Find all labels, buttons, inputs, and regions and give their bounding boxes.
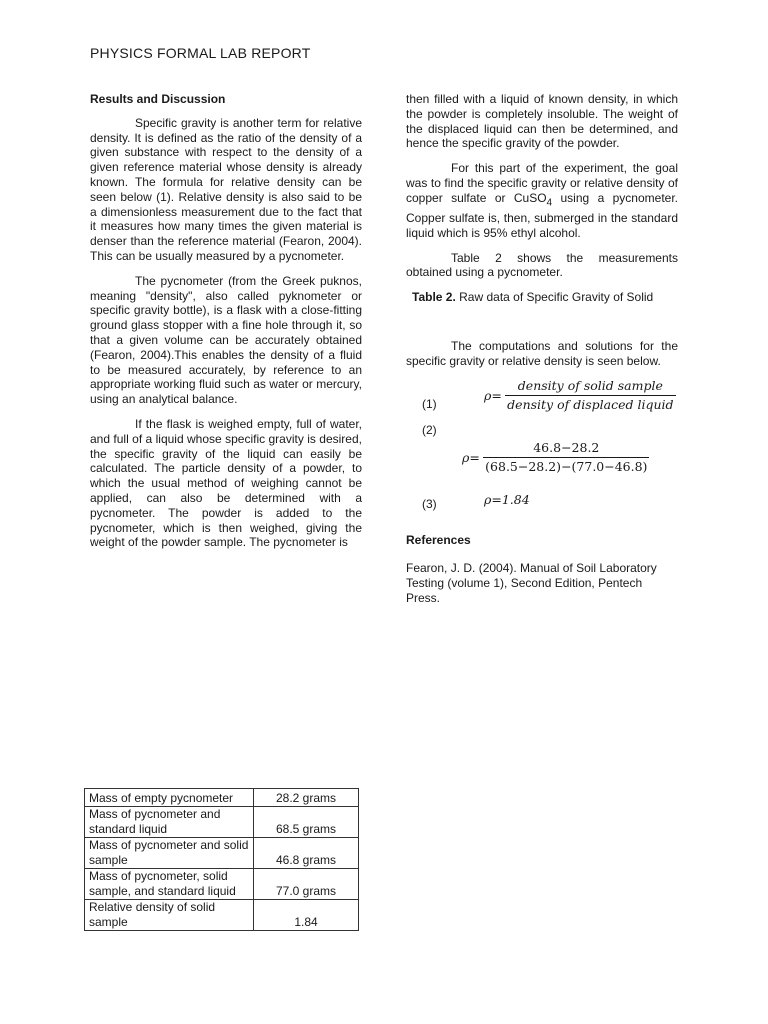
table-row [85,900,359,931]
table-cell-value: 77.0 grams [254,869,359,900]
goal-text-end: using a pycnometer. Copper sulfate is, then, submerged in the standard liquid which is 95% ethyl alcohol. [406,190,678,240]
table-caption-label: Table 2. [412,290,456,305]
equation-2 [406,423,678,493]
table-caption [412,290,678,305]
table-cell-value: 46.8 grams [254,838,359,869]
table-row [85,838,359,869]
equation-1-denominator: density of displaced liquid [507,397,674,413]
equation-3-result: ρ=1.84 [484,491,530,507]
left-column [90,92,362,560]
equation-2-number: (2) [422,422,437,437]
table-cell-label: Mass of pycnometer and standard liquid [85,807,254,838]
table-cell-label: Mass of pycnometer and solid sample [85,838,254,869]
subscript-4: 4 [546,197,553,209]
paragraph-flask-weighing: If the flask is weighed empty, full of water, and full of a liquid whose specific gravity is desired, the specific gravity of the liquid can easily be calculated. The particle density of a powder, to which the usual method of weighing cannot be applied, can also be determined with a pycnometer. The powder is added to the pycnometer, which is then weighed, giving the weight of the powder sample. The pycnometer is [90,416,362,550]
equation-2-lhs: ρ= [462,449,480,465]
equation-2-denominator: (68.5−28.2)−(77.0−46.8) [485,459,648,475]
equation-1-number: (1) [422,396,437,411]
references-title: References [406,532,471,547]
equation-2-numerator: 46.8−28.2 [483,441,649,459]
table-cell-label: Mass of pycnometer, solid sample, and standard liquid [85,869,254,900]
reference-item: Fearon, J. D. (2004). Manual of Soil Laboratory Testing (volume 1), Second Edition, Pentech Press. [406,561,657,605]
equation-1-numerator: density of solid sample [505,379,675,397]
table-cell-value: 1.84 [254,900,359,931]
table-row [85,869,359,900]
equation-2-fraction [483,441,649,476]
page-header: PHYSICS FORMAL LAB REPORT [90,45,311,61]
section-title: Results and Discussion [90,92,226,106]
paragraph-table-intro: Table 2 shows the measurements obtained using a pycnometer. [406,250,678,280]
paragraph-continued: then filled with a liquid of known density, in which the powder is completely insoluble. The weight of the displaced liquid can then be determined, and hence the specific gravity of the powder. [406,92,678,151]
equation-3-number: (3) [422,496,437,511]
paragraph-pycnometer: The pycnometer (from the Greek puknos, meaning "density", also called pyknometer or specific gravity bottle), is a flask with a close-fitting ground glass stopper with a fine hole through it, so that a given volume can be accurately obtained (Fearon, 2004).This enables the density of a fluid to be measured accurately, by reference to an appropriate working fluid such as water or mercury, using an analytical balance. [90,273,362,407]
paragraph-goal [406,161,678,240]
table-cell-value: 28.2 grams [254,789,359,807]
specific-gravity-table [84,788,359,931]
paragraph-computations: The computations and solutions for the specific gravity or relative density is seen below. [406,338,678,368]
equation-1-lhs: ρ= [484,387,502,403]
paragraph-specific-gravity: Specific gravity is another term for relative density. It is defined as the ratio of the density of a given substance with respect to the density of a given reference material whose density is already known. The formula for relative density can be seen below (1). Relative density is also said to be a dimensionless measurement due to the fact that it measures how many times the given material is denser than the reference material (Fearon, 2004). This can be usually measured by a pycnometer. [90,115,362,263]
goal-text-start: For this part of the experiment, the goal was to find the specific gravity or relative density of copper sulfate or CuSO [406,161,678,205]
table-cell-value: 68.5 grams [254,807,359,838]
equation-1-fraction [505,379,675,414]
right-column [406,92,678,606]
equation-1 [406,379,678,423]
equation-3 [406,493,678,515]
table-caption-text: Raw data of Specific Gravity of Solid [455,290,654,305]
table-cell-label: Mass of empty pycnometer [85,789,254,807]
table-cell-label: Relative density of solid sample [85,900,254,931]
table-row [85,789,359,807]
table-row [85,807,359,838]
